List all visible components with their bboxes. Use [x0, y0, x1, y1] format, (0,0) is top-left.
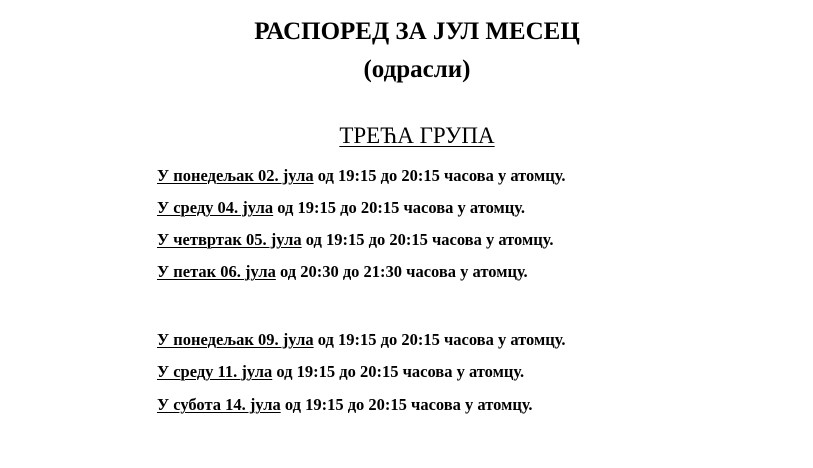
schedule-details: од 19:15 до 20:15 часова у атомцу. — [273, 198, 525, 217]
group-heading-text: ТРЕЋА ГРУПА — [339, 123, 495, 148]
schedule-row — [157, 198, 525, 218]
schedule-row — [157, 166, 565, 186]
schedule-row — [157, 262, 528, 282]
schedule-details: од 20:30 до 21:30 часова у атомцу. — [275, 262, 528, 281]
page-subtitle: (одрасли) — [363, 56, 471, 83]
schedule-row — [157, 362, 524, 382]
schedule-day: У субота 14. јула — [157, 395, 281, 414]
group-heading — [0, 122, 813, 150]
schedule-day: У понедељак 02. јула — [157, 166, 314, 185]
schedule-day: У петак 06. јула — [157, 262, 276, 281]
schedule-details: од 19:15 до 20:15 часова у атомцу. — [301, 230, 554, 249]
schedule-details: од 19:15 до 20:15 часова у атомцу. — [313, 166, 566, 185]
page-title: РАСПОРЕД ЗА ЈУЛ МЕСЕЦ — [254, 18, 580, 45]
schedule-row — [157, 230, 553, 250]
schedule-day: У понедељак 09. јула — [157, 330, 314, 349]
schedule-row — [157, 395, 533, 415]
schedule-details: од 19:15 до 20:15 часова у атомцу. — [280, 395, 533, 414]
schedule-details: од 19:15 до 20:15 часова у атомцу. — [313, 330, 566, 349]
schedule-day: У четвртак 05. јула — [157, 230, 302, 249]
schedule-day: У среду 11. јула — [157, 362, 273, 381]
schedule-row — [157, 330, 565, 350]
schedule-day: У среду 04. јула — [157, 198, 274, 217]
schedule-details: од 19:15 до 20:15 часова у атомцу. — [272, 362, 525, 381]
